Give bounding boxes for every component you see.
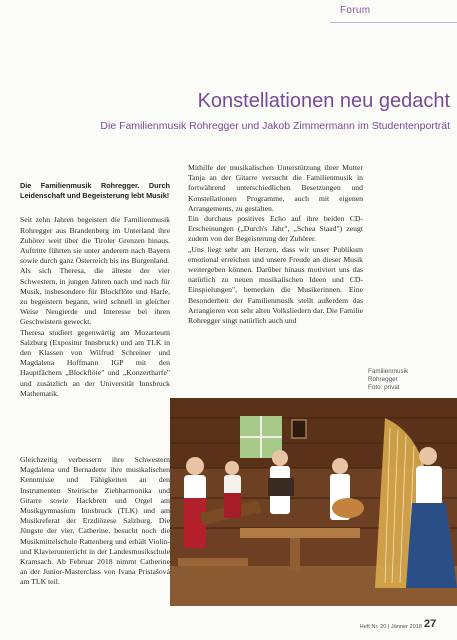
caption-line: Familienmusik bbox=[368, 368, 409, 375]
text-column-left bbox=[20, 181, 170, 451]
photo-illustration bbox=[170, 398, 457, 606]
body-paragraph: Gleichzeitig verbessern ihre Schwestern Magdalena und Bernadette ihre musikalischen Kenntnisse und Fähigkeiten an den Instrumenten Steirische Ziehharmonika und Gitarre sowie Hackbrett und Orgel am Musikgymnasium Innsbruck (TLK) und am Musikreferat der Erzdiözese Salzburg. Die Jüngste der vier, Catherine, besucht noch die Musikmittelschule Rattenberg und erhält Violin- und Klavierunterricht in der Landesmusikschule Kramsach. Ab Februar 2018 nimmt Catherine an der Junior-Masterclass von Ivana Pristašová am TLK teil. bbox=[20, 455, 170, 587]
section-label: Forum bbox=[340, 5, 371, 16]
text-column-right bbox=[188, 163, 363, 398]
text-column-left-lower bbox=[20, 455, 170, 620]
article-subtitle: Die Familienmusik Rohregger und Jakob Zimmermann im Studentenporträt bbox=[100, 120, 450, 132]
header-divider bbox=[330, 22, 457, 23]
body-paragraph: Ein durchaus positives Echo auf ihre beiden CD-Erscheinungen („Durch's Jahr", „Schea Staad") zeugt zudem von der Begeisterung der Zuhörer. bbox=[188, 214, 363, 244]
photo-caption bbox=[368, 368, 450, 392]
body-paragraph: Als sich Theresa, die älteste der vier Schwestern, in jungen Jahren nach und nach für Musik, insbesondere für Blockflöte und Harfe, zu begeistern begann, wird schnell in gleicher Weise Neugierde und Interesse bei ihren Geschwistern geweckt. bbox=[20, 266, 170, 327]
body-paragraph: Theresa studiert gegenwärtig am Mozarteum Salzburg (Expositur Innsbruck) und am TLK in den Klassen von Wilfrud Schreiner und Magdalena Hoffmann IGP mit den Hauptfächern „Blockflöte" und „Konzertharfe" und zusätzlich an der Universität Innsbruck Mathematik. bbox=[20, 327, 170, 398]
article-title: Konstellationen neu gedacht bbox=[197, 90, 450, 112]
page-number: 27 bbox=[424, 618, 437, 630]
caption-line: Rohregger bbox=[368, 376, 398, 383]
body-paragraph: Mithilfe der musikalischen Unterstützung ihrer Mutter Tanja an der Gitarre versucht die Familienmusik in fortwährend unterschiedlichen Besetzungen und Konstellationen Programme, auch mit eigenen Arrangements, zu gestalten. bbox=[188, 163, 363, 213]
issue-label: Heft Nr. 20 | Jänner 2018 bbox=[359, 624, 422, 630]
body-paragraph: Seit zehn Jahren begeistert die Familienmusik Rohregger aus Brandenberg im Unterland ihre Zuhörer weit über die Tiroler Grenzen hinaus. Auftritte führten sie unter anderem nach Bayern sowie durch ganz Österreich bis ins Burgenland. bbox=[20, 215, 170, 266]
lead-paragraph: Die Familienmusik Rohregger. Durch Leidenschaft und Begeisterung lebt Musik! bbox=[20, 181, 170, 201]
body-paragraph: „Uns liegt sehr am Herzen, dass wir unser Publikum emotional erreichen und unsere Freude an dieser Musik weitergeben können. Darüber hinaus motiviert uns das natürlich zu neuen musikalischen Ideen und CD-Einspielungen", bemerken die Musikerinnen. Eine Besonderheit der Familienmusik stellt außerdem das Arrangieren von sehr alten Volksliedern dar. Die Familie Rohregger singt natürlich auch und bbox=[188, 244, 363, 326]
family-photo bbox=[170, 398, 457, 606]
caption-line: Foto: privat bbox=[368, 384, 400, 391]
